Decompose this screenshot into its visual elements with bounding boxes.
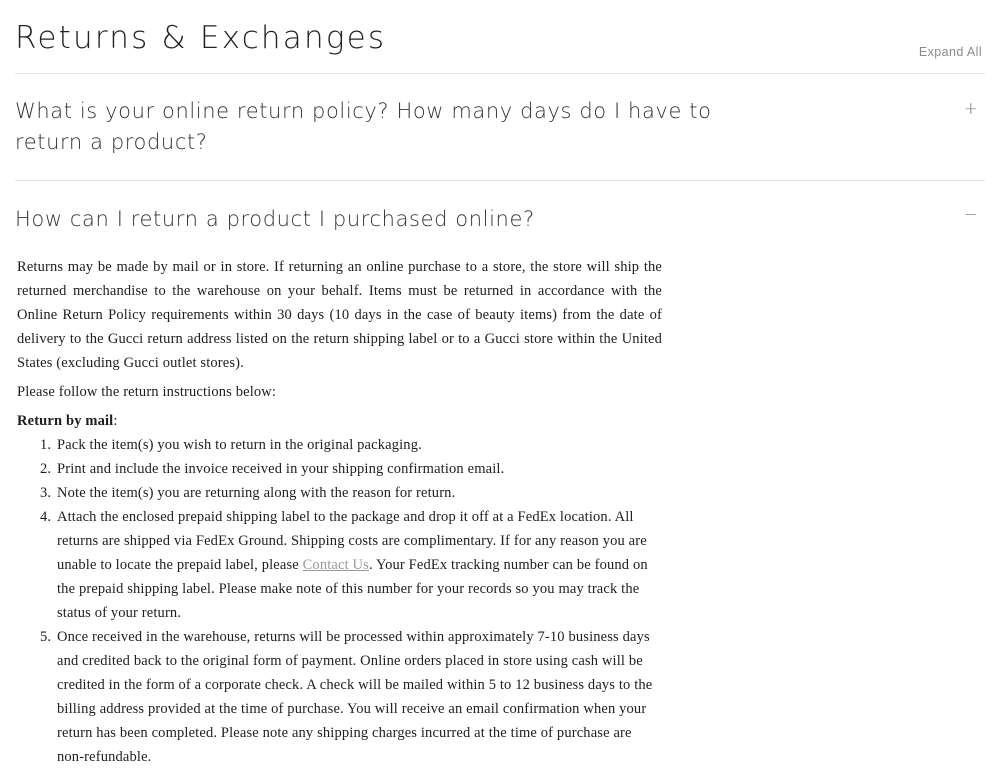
faq-item-return-policy[interactable] <box>15 73 985 181</box>
faq-question[interactable]: What is your online return policy? How many days do I have to return a product? <box>15 99 712 154</box>
list-item <box>57 625 662 769</box>
list-item <box>57 433 662 457</box>
list-item <box>57 505 662 625</box>
return-by-mail-label: Return by mail <box>17 413 114 429</box>
return-steps-list <box>17 433 662 769</box>
faq-question[interactable]: How can I return a product I purchased online? <box>15 207 535 231</box>
step-text: Pack the item(s) you wish to return in the original packaging. <box>57 437 422 453</box>
faq-answer <box>17 255 662 769</box>
page-header <box>15 17 985 74</box>
step-text: . Your FedEx tracking number can be found on the prepaid shipping label. Please make note of this number for your records so you may track the status of your return. <box>57 557 648 621</box>
expand-all-link[interactable]: Expand All <box>918 45 982 59</box>
faq-item-how-to-return[interactable] <box>15 181 985 777</box>
step-text: Note the item(s) you are returning along with the reason for return. <box>57 485 456 501</box>
minus-icon[interactable]: − <box>963 205 978 225</box>
step-text: Attach the enclosed prepaid shipping label to the package and drop it off at a FedEx location. All returns are shipped via FedEx Ground. Shipping costs are complimentary. If for any reason you are unable to locate the prepaid label, please <box>57 509 647 573</box>
answer-instructions-lead: Please follow the return instructions below: <box>17 384 277 400</box>
answer-intro: Returns may be made by mail or in store. If returning an online purchase to a store, the store will ship the returned merchandise to the warehouse on your behalf. Items must be returned in accordance with the Online Return Policy requirements within 30 days (10 days in the case of beauty items) from the date of delivery to the Gucci return address listed on the return shipping label or to a Gucci store within the United States (excluding Gucci outlet stores). <box>17 259 662 371</box>
contact-us-link[interactable]: Contact Us <box>302 557 369 573</box>
list-item <box>57 481 662 505</box>
step-text: Once received in the warehouse, returns will be processed within approximately 7-10 business days and credited back to the original form of payment. Online orders placed in store using cash will be credited in the form of a corporate check. A check will be mailed within 5 to 12 business days to the billing address provided at the time of purchase. You will receive an email confirmation when your return has been completed. Please note any shipping charges incurred at the time of purchase are non-refundable. <box>57 629 653 765</box>
plus-icon[interactable]: + <box>963 99 978 119</box>
return-by-mail-colon: : <box>113 413 118 429</box>
step-text: Print and include the invoice received in your shipping confirmation email. <box>57 461 505 477</box>
page-title: Returns & Exchanges <box>15 20 387 56</box>
return-by-mail-heading <box>17 409 662 433</box>
list-item <box>57 457 662 481</box>
